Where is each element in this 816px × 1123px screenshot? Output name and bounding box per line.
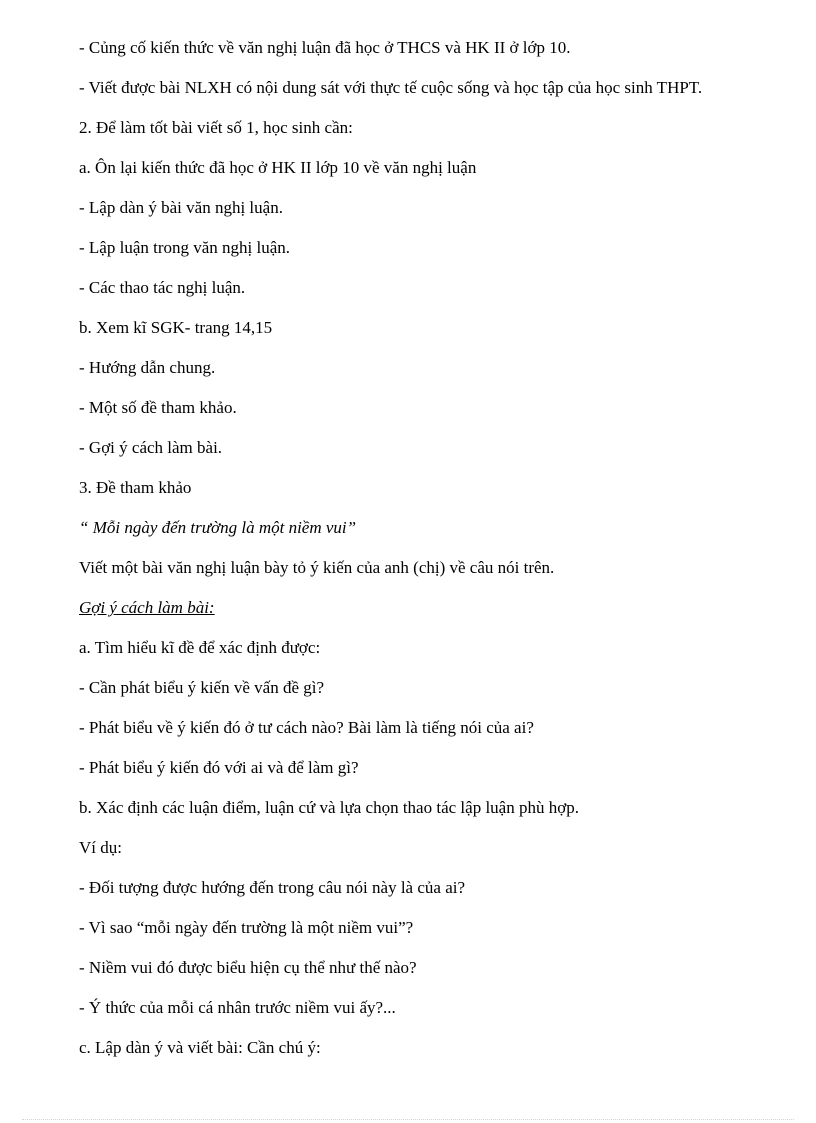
- document-body: [79, 38, 776, 1078]
- bullet-operations: - Các thao tác nghị luận.: [79, 278, 246, 297]
- page-bottom-divider: [22, 1119, 794, 1120]
- example-expression: - Niềm vui đó được biểu hiện cụ thể như thế nào?: [79, 958, 417, 977]
- item-b-textbook: b. Xem kĩ SGK- trang 14,15: [79, 318, 273, 337]
- bullet-outline: - Lập dàn ý bài văn nghị luận.: [79, 198, 283, 217]
- example-awareness: - Ý thức của mỗi cá nhân trước niềm vui ấy?...: [79, 998, 396, 1017]
- objective-write-essay: - Viết được bài NLXH có nội dung sát với thực tế cuộc sống và học tập của học sinh THPT.: [79, 78, 703, 97]
- question-audience: - Phát biểu ý kiến đó với ai và để làm gì?: [79, 758, 359, 777]
- bullet-argumentation: - Lập luận trong văn nghị luận.: [79, 238, 291, 257]
- bullet-reference-topics: - Một số đề tham khảo.: [79, 398, 237, 417]
- objective-review-knowledge: - Củng cố kiến thức về văn nghị luận đã học ở THCS và HK II ở lớp 10.: [79, 38, 571, 57]
- example-subject: - Đối tượng được hướng đến trong câu nói này là của ai?: [79, 878, 466, 897]
- question-role: - Phát biểu về ý kiến đó ở tư cách nào? Bài làm là tiếng nói của ai?: [79, 718, 534, 737]
- item-c-outline-write: c. Lập dàn ý và viết bài: Cần chú ý:: [79, 1038, 321, 1057]
- bullet-general-guide: - Hướng dẫn chung.: [79, 358, 216, 377]
- section-3-heading: 3. Đề tham khảo: [79, 478, 192, 497]
- hints-heading: Gợi ý cách làm bài:: [79, 598, 215, 617]
- essay-prompt: Viết một bài văn nghị luận bày tỏ ý kiến của anh (chị) về câu nói trên.: [79, 558, 555, 577]
- item-a-analyze: a. Tìm hiểu kĩ đề để xác định được:: [79, 638, 321, 657]
- question-topic: - Cần phát biểu ý kiến về vấn đề gì?: [79, 678, 325, 697]
- bullet-writing-hints: - Gợi ý cách làm bài.: [79, 438, 223, 457]
- essay-quote: “ Mỗi ngày đến trường là một niềm vui”: [79, 518, 357, 537]
- item-a-review: a. Ôn lại kiến thức đã học ở HK II lớp 10 về văn nghị luận: [79, 158, 477, 177]
- section-2-heading: 2. Để làm tốt bài viết số 1, học sinh cần:: [79, 118, 353, 137]
- item-b-arguments: b. Xác định các luận điểm, luận cứ và lựa chọn thao tác lập luận phù hợp.: [79, 798, 579, 817]
- example-label: Ví dụ:: [79, 838, 122, 857]
- example-why: - Vì sao “mỗi ngày đến trường là một niềm vui”?: [79, 918, 414, 937]
